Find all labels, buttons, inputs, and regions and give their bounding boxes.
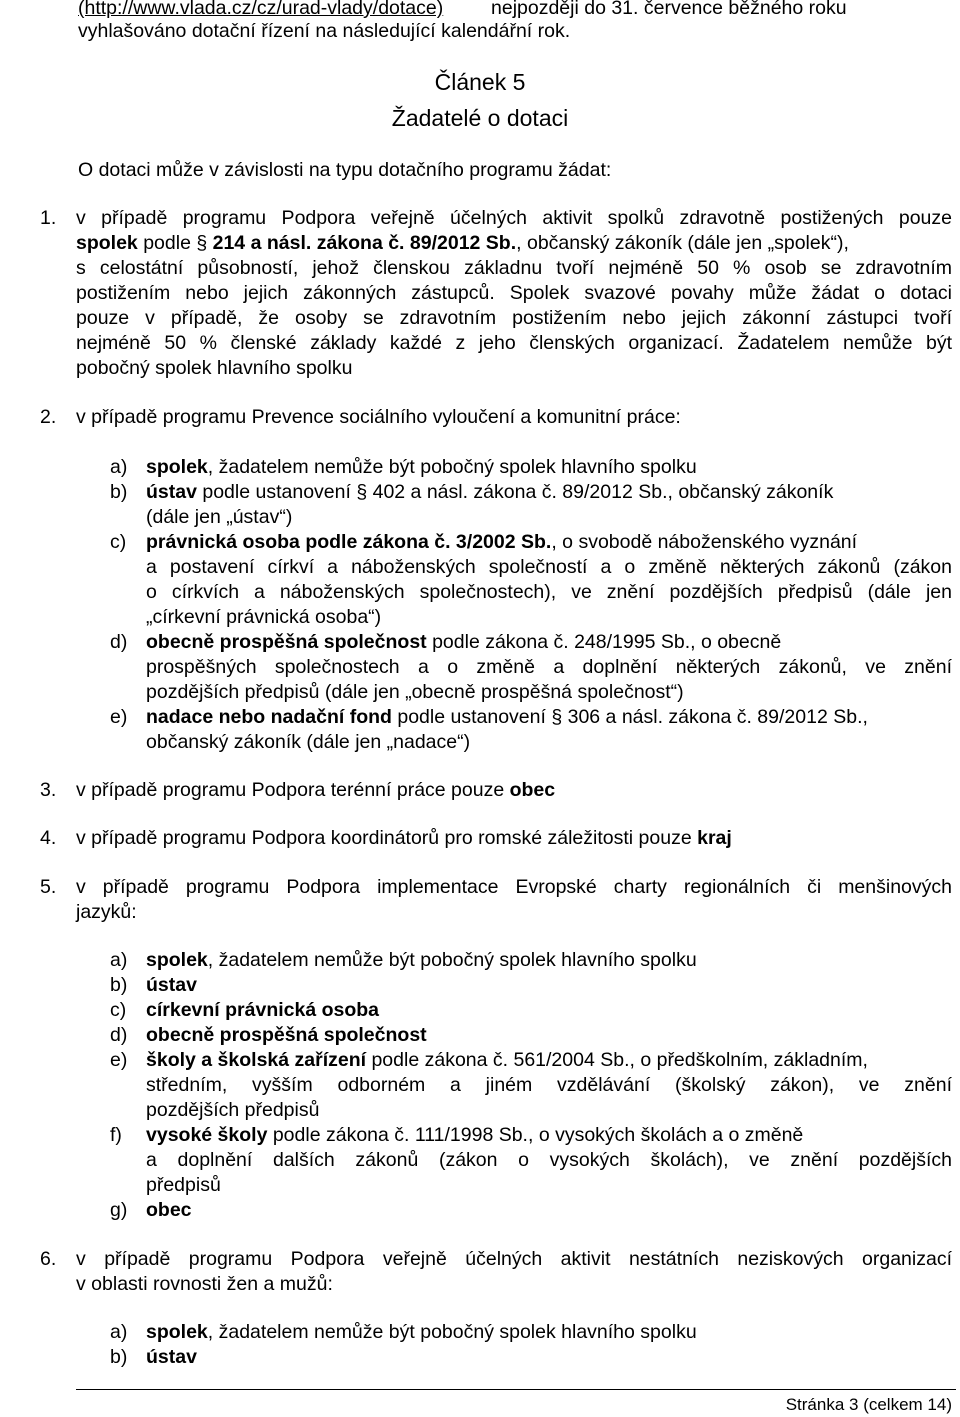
- item-2d-marker: d): [110, 631, 128, 653]
- item-3-number: 3.: [40, 779, 57, 801]
- item-2d-line-2: prospěšných společnostech a o změně a doplnění některých zákonů, ve znění: [146, 656, 952, 678]
- item-2b-marker: b): [110, 481, 128, 503]
- item-5-line-1: v případě programu Podpora implementace Evropské charty regionálních či menšinových: [76, 876, 952, 898]
- item-2a-marker: a): [110, 456, 128, 478]
- item-2d-line-3: pozdějších předpisů (dále jen „obecně prospěšná společnost“): [146, 681, 684, 703]
- item-5f-marker: f): [110, 1124, 122, 1146]
- item-5-line-2: jazyků:: [76, 901, 137, 923]
- item-4: [76, 826, 732, 850]
- item-1-text: , občanský zákoník (dále jen „spolek“),: [516, 232, 849, 254]
- item-2-line-1: v případě programu Prevence sociálního vyloučení a komunitní práce:: [76, 406, 681, 428]
- item-2c-line-4: „církevní právnická osoba“): [146, 606, 382, 628]
- item-5e: [146, 1048, 868, 1072]
- intro-line-1: [78, 0, 847, 20]
- item-5b-term: ústav: [146, 974, 197, 996]
- lead-text: O dotaci může v závislosti na typu dotačního programu žádat:: [78, 159, 612, 181]
- spolek-term: spolek: [76, 232, 138, 254]
- item-2e-text: 306 a násl. zákona č. 89/2012 Sb.,: [562, 706, 868, 728]
- item-5f-term: vysoké školy: [146, 1124, 268, 1146]
- item-2b-term: ústav: [146, 481, 197, 503]
- article-title: Žadatelé o dotaci: [391, 105, 569, 131]
- paragraph-symbol: §: [356, 481, 368, 503]
- item-6-number: 6.: [40, 1248, 57, 1270]
- item-1-line-7: pobočný spolek hlavního spolku: [76, 357, 353, 379]
- item-2c: [146, 530, 857, 554]
- item-2b-text: 402 a násl. zákona č. 89/2012 Sb., občanský zákoník: [367, 481, 834, 503]
- item-5e-term: školy a školská zařízení: [146, 1049, 367, 1071]
- item-5-number: 5.: [40, 876, 57, 898]
- item-4-term: kraj: [697, 827, 732, 849]
- item-5d-term: obecně prospěšná společnost: [146, 1024, 427, 1046]
- law-reference: 214 a násl. zákona č. 89/2012 Sb.: [207, 232, 517, 254]
- item-1-number: 1.: [40, 207, 57, 229]
- item-5e-line-3: pozdějších předpisů: [146, 1099, 320, 1121]
- item-2c-text: , o svobodě náboženského vyznání: [551, 531, 858, 553]
- item-2e-line-2: občanský zákoník (dále jen „nadace“): [146, 731, 471, 753]
- item-5e-text: podle zákona č. 561/2004 Sb., o předškolním, základním,: [366, 1049, 868, 1071]
- item-5e-line-2: středním, vyšším odborném a jiném vzdělávání (školský zákon), ve znění: [146, 1074, 952, 1096]
- item-5a: [146, 948, 697, 972]
- item-6b-marker: b): [110, 1346, 128, 1368]
- item-5f-line-2: a doplnění dalších zákonů (zákon o vysokých školách), ve znění pozdějších: [146, 1149, 952, 1171]
- item-3-term: obec: [509, 779, 556, 801]
- item-6b: [146, 1345, 197, 1369]
- item-5f: [146, 1123, 803, 1147]
- item-5b: [146, 973, 197, 997]
- item-1-line-3: s celostátní působností, jehož členskou základnu tvoří nejméně 50 % osob se zdravotním: [76, 257, 952, 279]
- item-2a-term: spolek: [146, 456, 208, 478]
- item-5d-marker: d): [110, 1024, 128, 1046]
- paragraph-symbol: §: [196, 232, 208, 254]
- item-4-text: v případě programu Podpora koordinátorů pro romské záležitosti pouze: [76, 827, 698, 849]
- item-1-line-2: [76, 231, 849, 255]
- item-2b: [146, 480, 833, 504]
- item-2a-text: , žadatelem nemůže být pobočný spolek hlavního spolku: [207, 456, 697, 478]
- item-6-line-1: v případě programu Podpora veřejně účelných aktivit nestátních neziskových organizací: [76, 1248, 952, 1270]
- page-number: Stránka 3 (celkem 14): [785, 1395, 952, 1414]
- item-6-line-2: v oblasti rovnosti žen a mužů:: [76, 1273, 333, 1295]
- article-number: Článek 5: [434, 69, 526, 95]
- item-6a-text: , žadatelem nemůže být pobočný spolek hlavního spolku: [207, 1321, 697, 1343]
- item-2e-marker: e): [110, 706, 128, 728]
- item-2e-text: podle ustanovení: [391, 706, 552, 728]
- item-5f-line-3: předpisů: [146, 1174, 221, 1196]
- item-5c-term: církevní právnická osoba: [146, 999, 380, 1021]
- intro-line-2: vyhlašováno dotační řízení na následující kalendářní rok.: [78, 20, 571, 42]
- dotace-link[interactable]: (http://www.vlada.cz/cz/urad-vlady/dotace): [78, 0, 444, 19]
- item-1-line-5: pouze v případě, že osoby se zdravotním postižením nebo jejich zákonní zástupci tvoří: [76, 307, 952, 329]
- item-2a: [146, 455, 697, 479]
- item-5g-term: obec: [146, 1199, 192, 1221]
- footer-divider: [76, 1389, 956, 1390]
- item-6a-marker: a): [110, 1321, 128, 1343]
- item-2c-term: právnická osoba podle zákona č. 3/2002 Sb.: [146, 531, 552, 553]
- item-2e: [146, 705, 868, 729]
- item-2c-line-2: a postavení církví a náboženských společností a o změně některých zákonů (zákon: [146, 556, 952, 578]
- item-2b-text: podle ustanovení: [196, 481, 357, 503]
- item-2-number: 2.: [40, 406, 57, 428]
- item-5f-text: podle zákona č. 111/1998 Sb., o vysokých školách a o změně: [267, 1124, 804, 1146]
- item-2c-line-3: o církvích a náboženských společnostech), ve znění pozdějších předpisů (dále jen: [146, 581, 952, 603]
- item-5d: [146, 1023, 427, 1047]
- item-5b-marker: b): [110, 974, 128, 996]
- item-5c: [146, 998, 379, 1022]
- item-2d: [146, 630, 781, 654]
- item-2e-term: nadace nebo nadační fond: [146, 706, 392, 728]
- item-6b-term: ústav: [146, 1346, 197, 1368]
- item-5a-term: spolek: [146, 949, 208, 971]
- paragraph-symbol: §: [551, 706, 563, 728]
- item-5e-marker: e): [110, 1049, 128, 1071]
- item-5a-text: , žadatelem nemůže být pobočný spolek hlavního spolku: [207, 949, 697, 971]
- item-5g: [146, 1198, 192, 1222]
- item-2b-line-2: (dále jen „ústav“): [146, 506, 293, 528]
- item-2d-text: podle zákona č. 248/1995 Sb., o obecně: [426, 631, 782, 653]
- item-1-line-4: postižením nebo jejich zákonných zástupců. Spolek svazové povahy může žádat o dotaci: [76, 282, 952, 304]
- item-4-number: 4.: [40, 827, 57, 849]
- item-5c-marker: c): [110, 999, 127, 1021]
- intro-line-1-text: nejpozději do 31. července běžného roku: [491, 0, 847, 19]
- item-2c-marker: c): [110, 531, 127, 553]
- item-6a-term: spolek: [146, 1321, 208, 1343]
- item-6a: [146, 1320, 697, 1344]
- item-5g-marker: g): [110, 1199, 128, 1221]
- item-1-line-1: v případě programu Podpora veřejně účelných aktivit spolků zdravotně postižených pouze: [76, 207, 952, 229]
- item-1-line-6: nejméně 50 % členské základy každé z jeho členských organizací. Žadatelem nemůže být: [76, 332, 952, 354]
- item-5a-marker: a): [110, 949, 128, 971]
- item-3-text: v případě programu Podpora terénní práce pouze: [76, 779, 510, 801]
- item-2d-term: obecně prospěšná společnost: [146, 631, 427, 653]
- item-1-text: podle: [137, 232, 197, 254]
- item-3: [76, 778, 555, 802]
